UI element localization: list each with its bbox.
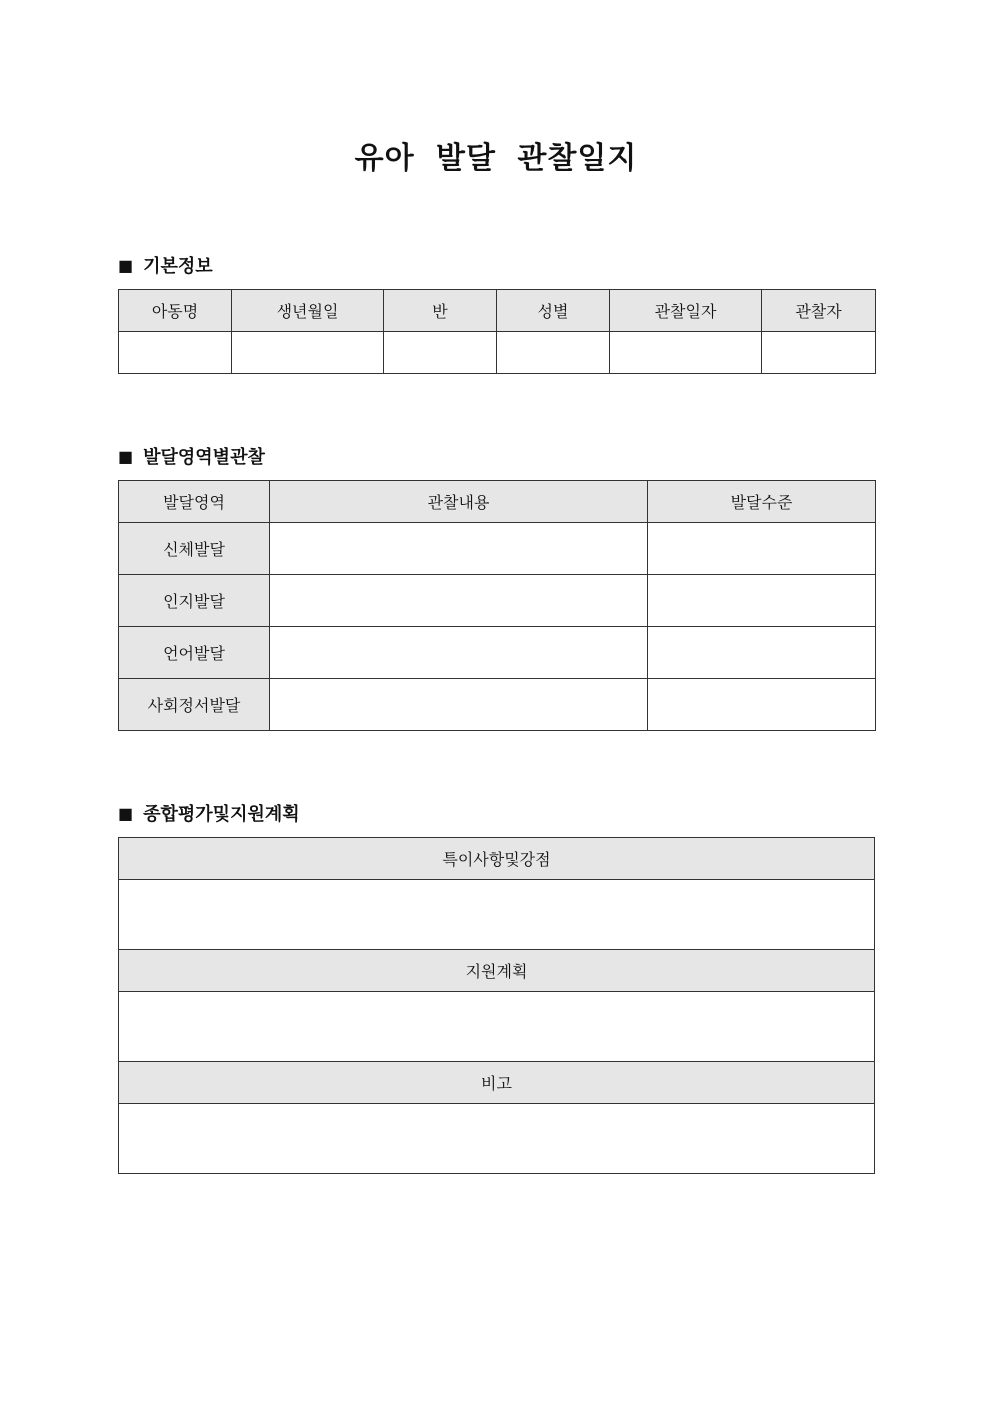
- square-bullet-icon: ■: [118, 255, 134, 275]
- header-cell-observer: 관찰자: [762, 290, 876, 332]
- table-row: [119, 523, 876, 575]
- table-row: [119, 1104, 875, 1174]
- header-cell-support-plan: 지원계획: [119, 950, 875, 992]
- section-heading-development: [118, 444, 265, 468]
- table-header-row: [119, 290, 876, 332]
- input-cell-content[interactable]: [270, 523, 648, 575]
- header-cell-child-name: 아동명: [119, 290, 232, 332]
- section-heading-label: 발달영역별관찰: [143, 447, 265, 468]
- header-cell-gender: 성별: [497, 290, 610, 332]
- table-row: [119, 332, 876, 374]
- section-heading-label: 종합평가및지원계획: [143, 804, 300, 825]
- table-row: [119, 679, 876, 731]
- input-cell-observer[interactable]: [762, 332, 876, 374]
- input-cell-content[interactable]: [270, 575, 648, 627]
- header-cell-domain: 발달영역: [119, 481, 270, 523]
- table-header-row: [119, 1062, 875, 1104]
- summary-table: [118, 837, 875, 1174]
- input-cell-birthdate[interactable]: [232, 332, 384, 374]
- header-cell-observation-content: 관찰내용: [270, 481, 648, 523]
- input-cell-notes-strengths[interactable]: [119, 880, 875, 950]
- section-heading-label: 기본정보: [143, 256, 213, 277]
- table-header-row: [119, 838, 875, 880]
- table-header-row: [119, 481, 876, 523]
- input-cell-level[interactable]: [648, 627, 876, 679]
- input-cell-class[interactable]: [384, 332, 497, 374]
- table-row: [119, 627, 876, 679]
- header-cell-remarks: 비고: [119, 1062, 875, 1104]
- input-cell-observation-date[interactable]: [610, 332, 762, 374]
- development-table: [118, 480, 876, 731]
- table-row: [119, 992, 875, 1062]
- header-cell-observation-date: 관찰일자: [610, 290, 762, 332]
- input-cell-child-name[interactable]: [119, 332, 232, 374]
- section-heading-summary: [118, 801, 300, 825]
- row-label-cognitive: 인지발달: [119, 575, 270, 627]
- row-label-social-emotional: 사회정서발달: [119, 679, 270, 731]
- input-cell-level[interactable]: [648, 523, 876, 575]
- table-header-row: [119, 950, 875, 992]
- input-cell-level[interactable]: [648, 575, 876, 627]
- header-cell-notes-strengths: 특이사항및강점: [119, 838, 875, 880]
- page-title: 유아 발달 관찰일지: [354, 141, 638, 176]
- square-bullet-icon: ■: [118, 446, 134, 466]
- input-cell-gender[interactable]: [497, 332, 610, 374]
- table-row: [119, 575, 876, 627]
- input-cell-content[interactable]: [270, 627, 648, 679]
- row-label-physical: 신체발달: [119, 523, 270, 575]
- input-cell-content[interactable]: [270, 679, 648, 731]
- basic-info-table: [118, 289, 876, 374]
- input-cell-support-plan[interactable]: [119, 992, 875, 1062]
- section-heading-basic: [118, 253, 213, 277]
- input-cell-remarks[interactable]: [119, 1104, 875, 1174]
- table-row: [119, 880, 875, 950]
- header-cell-class: 반: [384, 290, 497, 332]
- input-cell-level[interactable]: [648, 679, 876, 731]
- header-cell-birthdate: 생년월일: [232, 290, 384, 332]
- header-cell-development-level: 발달수준: [648, 481, 876, 523]
- row-label-language: 언어발달: [119, 627, 270, 679]
- square-bullet-icon: ■: [118, 803, 134, 823]
